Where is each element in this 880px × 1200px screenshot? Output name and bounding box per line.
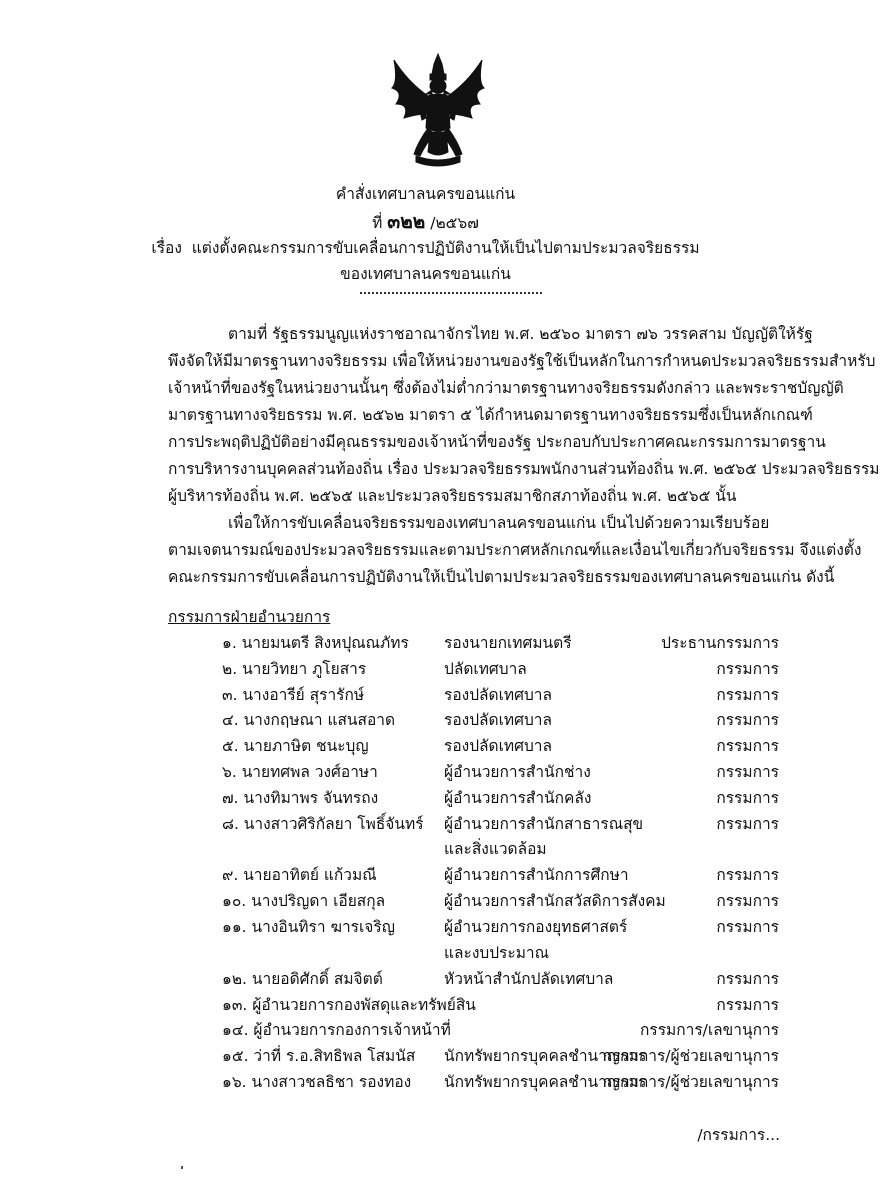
member-role: กรรมการ: [716, 788, 779, 807]
paragraph-1: [168, 321, 880, 510]
member-name: ๑๔. ผู้อำนวยการกองการเจ้าหน้าที่: [222, 1021, 451, 1040]
member-row: [0, 708, 851, 734]
order-subject: [0, 236, 851, 260]
member-role: กรรมการ: [716, 659, 779, 678]
member-role: ประธานกรรมการ: [661, 634, 779, 652]
member-role: กรรมการ: [716, 866, 779, 885]
member-name: ๕. นายภาษิต ชนะบุญ: [222, 737, 369, 756]
member-name: ๑๐. นางปริญดา เอียสกุล: [222, 892, 386, 911]
member-position: ผู้อำนวยการสำนักการศึกษา: [444, 866, 629, 885]
member-row: [0, 631, 851, 657]
member-row: [0, 915, 851, 941]
paragraph-line: ตามที่ รัฐธรรมนูญแห่งราชอาณาจักรไทย พ.ศ. ๒๕๖๐ มาตรา ๗๖ วรรคสาม บัญญัติให้รัฐ: [228, 325, 813, 343]
member-row: [0, 786, 851, 812]
member-role: กรรมการ: [716, 917, 779, 936]
member-row: [0, 1070, 851, 1096]
garuda-emblem-icon: [388, 52, 488, 170]
member-name: ๘. นางสาวศิริกัลยา โพธิ์จันทร์: [222, 814, 424, 833]
member-name: ๗. นางทิมาพร จันทรถง: [222, 788, 379, 807]
member-row: [0, 1018, 851, 1044]
member-row: [0, 734, 851, 760]
subject-line-1: แต่งตั้งคณะกรรมการขับเคลื่อนการปฏิบัติงานให้เป็นไปตามประมวลจริยธรรม: [191, 239, 700, 257]
member-name: ๑๓. ผู้อำนวยการกองพัสดุและทรัพย์สิน: [222, 995, 476, 1014]
member-row: [0, 657, 851, 683]
member-name: ๑. นายมนตรี สิงหปุณณภัทร: [222, 634, 409, 652]
member-role: กรรมการ/ผู้ช่วยเลขานุการ: [602, 1047, 779, 1066]
member-name: ๙. นายอาทิตย์ แก้วมณี: [222, 866, 377, 885]
paragraph-line: การประพฤติปฏิบัติอย่างมีคุณธรรมของเจ้าหน้าที่ของรัฐ ประกอบกับประกาศคณะกรรมการมาตรฐาน: [168, 433, 826, 451]
member-position: ผู้อำนวยการสำนักช่าง: [444, 762, 591, 781]
order-number: [0, 210, 851, 235]
member-row: [0, 683, 851, 709]
member-position: ผู้อำนวยการสำนักสวัสดิการสังคม: [444, 892, 666, 911]
member-position: ผู้อำนวยการกองยุทธศาสตร์: [444, 917, 628, 936]
member-position: นักทรัพยากรบุคคลชำนาญการ: [444, 1072, 647, 1091]
order-title: คำสั่งเทศบาลนครขอนแก่น: [335, 185, 516, 203]
paragraph-2: [168, 510, 862, 591]
scan-speck: [181, 1166, 183, 1169]
member-row-continuation: [0, 837, 851, 863]
paragraph-line: พึงจัดให้มีมาตรฐานทางจริยธรรม เพื่อให้หน่วยงานของรัฐใช้เป็นหลักในการกำหนดประมวลจริยธรรมสำหรับ: [168, 352, 876, 370]
member-position: ผู้อำนวยการสำนักสาธารณสุข: [444, 814, 644, 833]
member-row-continuation: [0, 941, 851, 967]
member-position: รองปลัดเทศบาล: [444, 711, 553, 730]
section-title: กรรมการฝ่ายอำนวยการ: [168, 608, 331, 626]
member-row: [0, 889, 851, 915]
order-number-value: ๓๒๒: [387, 211, 426, 233]
member-role: กรรมการ/ผู้ช่วยเลขานุการ: [602, 1072, 779, 1091]
member-role: กรรมการ: [716, 685, 779, 704]
member-position: หัวหน้าสำนักปลัดเทศบาล: [444, 969, 614, 988]
member-role: กรรมการ: [716, 762, 779, 781]
member-row: [0, 812, 851, 838]
paragraph-line: เพื่อให้การขับเคลื่อนจริยธรรมของเทศบาลนครขอนแก่น เป็นไปด้วยความเรียบร้อย: [228, 514, 770, 532]
member-name: ๒. นายวิทยา ภูโยสาร: [222, 659, 367, 678]
continuation-marker: /กรรมการ...: [697, 1126, 780, 1144]
member-role: กรรมการ: [716, 814, 779, 833]
member-name: ๑๒. นายอดิศักดิ์ สมจิตต์: [222, 969, 383, 988]
member-role: กรรมการ: [716, 995, 779, 1014]
member-position: รองปลัดเทศบาล: [444, 685, 553, 704]
member-position-continued: และสิ่งแวดล้อม: [444, 840, 547, 859]
member-position: ปลัดเทศบาล: [444, 659, 527, 678]
member-role: กรรมการ: [716, 969, 779, 988]
members-list: [0, 631, 851, 1096]
paragraph-line: เจ้าหน้าที่ของรัฐในหน่วยงานนั้นๆ ซึ่งต้องไม่ต่ำกว่ามาตรฐานทางจริยธรรมดังกล่าว และพระราชบัญญัติ: [168, 379, 844, 397]
member-name: ๑๑. นางอินทิรา ฆารเจริญ: [222, 917, 395, 936]
member-row: [0, 967, 851, 993]
member-position: รองปลัดเทศบาล: [444, 737, 553, 756]
member-row: [0, 863, 851, 889]
subject-label: เรื่อง: [151, 239, 182, 257]
member-row: [0, 993, 851, 1019]
paragraph-line: คณะกรรมการขับเคลื่อนการปฏิบัติงานให้เป็นไปตามประมวลจริยธรรมของเทศบาลนครขอนแก่น ดังนี้: [168, 568, 835, 586]
member-position: ผู้อำนวยการสำนักคลัง: [444, 788, 592, 807]
order-number-year: /๒๕๖๗: [430, 214, 479, 232]
member-name: ๔. นางกฤษณา แสนสอาด: [222, 711, 396, 730]
member-position-continued: และงบประมาณ: [444, 943, 550, 962]
member-name: ๑๕. ว่าที่ ร.อ.สิทธิพล โสมนัส: [222, 1047, 416, 1066]
member-name: ๑๖. นางสาวชลธิชา รองทอง: [222, 1072, 412, 1091]
member-position: นักทรัพยากรบุคคลชำนาญการ: [444, 1047, 647, 1066]
dotted-divider: [360, 292, 542, 294]
member-name: ๖. นายทศพล วงศ์อาษา: [222, 762, 378, 781]
subject-line-2: ของเทศบาลนครขอนแก่น: [340, 265, 511, 283]
member-row: [0, 760, 851, 786]
paragraph-line: ผู้บริหารท้องถิ่น พ.ศ. ๒๕๖๕ และประมวลจริยธรรมสมาชิกสภาท้องถิ่น พ.ศ. ๒๕๖๕ นั้น: [168, 487, 737, 505]
member-role: กรรมการ: [716, 892, 779, 911]
member-role: กรรมการ/เลขานุการ: [640, 1021, 779, 1040]
member-name: ๓. นางอารีย์ สุรารักษ์: [222, 685, 365, 704]
member-role: กรรมการ: [716, 737, 779, 756]
paragraph-line: การบริหารงานบุคคลส่วนท้องถิ่น เรื่อง ประมวลจริยธรรมพนักงานส่วนท้องถิ่น พ.ศ. ๒๕๖๕ ประมวลจริยธรรม: [168, 460, 880, 478]
member-row: [0, 1044, 851, 1070]
paragraph-line: ตามเจตนารมณ์ของประมวลจริยธรรมและตามประกาศหลักเกณฑ์และเงื่อนไขเกี่ยวกับจริยธรรม จึงแต่งตั้ง: [168, 541, 862, 559]
member-role: กรรมการ: [716, 711, 779, 730]
paragraph-line: มาตรฐานทางจริยธรรม พ.ศ. ๒๕๖๒ มาตรา ๕ ได้กำหนดมาตรฐานทางจริยธรรมซึ่งเป็นหลักเกณฑ์: [168, 406, 813, 424]
order-number-prefix: ที่: [372, 214, 383, 232]
member-position: รองนายกเทศมนตรี: [444, 634, 572, 652]
